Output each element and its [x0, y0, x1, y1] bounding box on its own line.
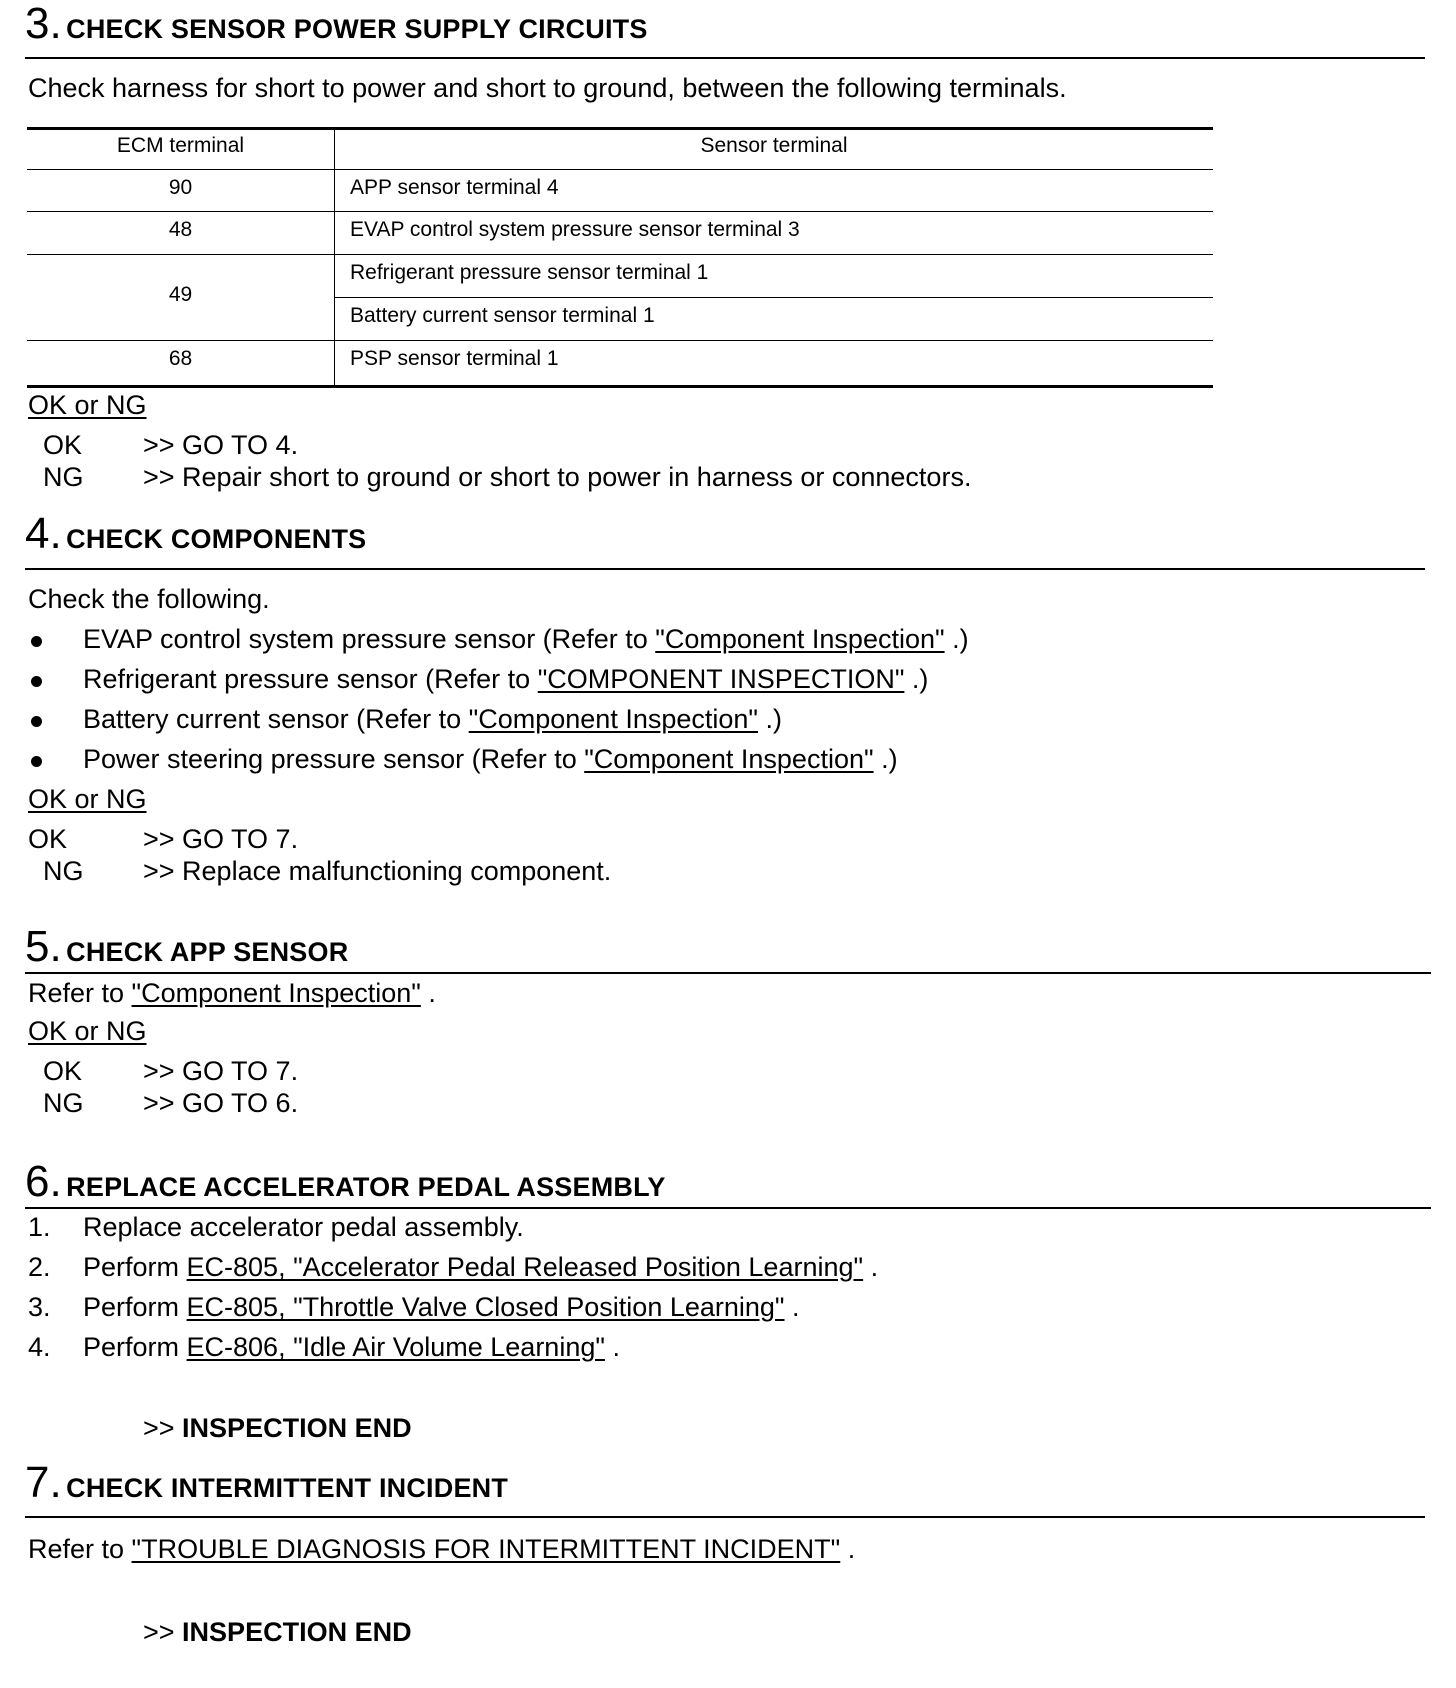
- step-7-number: 7.: [25, 1458, 62, 1507]
- step-6-rule: [25, 1207, 1431, 1209]
- table-cell-sensor: Battery current sensor terminal 1: [350, 304, 655, 327]
- component-inspection-link[interactable]: "COMPONENT INSPECTION": [537, 664, 905, 694]
- item-number: 2.: [28, 1252, 51, 1282]
- step-4-title: CHECK COMPONENTS: [66, 524, 367, 554]
- intermittent-incident-link[interactable]: "TROUBLE DIAGNOSIS FOR INTERMITTENT INCIDENT": [131, 1534, 841, 1564]
- numbered-item: [28, 1251, 878, 1283]
- table-column-divider: [334, 129, 335, 386]
- list-item: [83, 743, 898, 775]
- refer-suffix: .: [840, 1534, 856, 1564]
- step-5-refer: [28, 977, 436, 1009]
- end-text: INSPECTION END: [182, 1413, 412, 1443]
- step-3-ng-label: NG: [43, 462, 84, 492]
- step-5-ok-label: OK: [43, 1056, 83, 1086]
- numbered-item: [28, 1291, 800, 1323]
- refer-suffix: .: [420, 978, 436, 1008]
- list-item: [83, 703, 782, 735]
- item-number: 4.: [28, 1332, 51, 1362]
- table-cell-sensor: APP sensor terminal 4: [350, 176, 559, 199]
- step-3-ng-text: >> Repair short to ground or short to power in harness or connectors.: [143, 462, 972, 492]
- table-top-rule: [27, 127, 1213, 130]
- step-5-ng-text: >> GO TO 6.: [143, 1088, 299, 1118]
- step-6-number: 6.: [25, 1157, 62, 1206]
- step-7-rule: [25, 1516, 1425, 1518]
- step-7-title: CHECK INTERMITTENT INCIDENT: [66, 1473, 509, 1503]
- step-3-rule: [25, 57, 1425, 59]
- table-cell-sensor: Refrigerant pressure sensor terminal 1: [350, 261, 709, 284]
- table-header-sensor: Sensor terminal: [700, 134, 848, 157]
- table-cell-ecm: 49: [168, 283, 193, 306]
- item-text: Replace accelerator pedal assembly.: [83, 1212, 524, 1242]
- step-4-heading: [25, 509, 367, 558]
- step-3-number: 3.: [25, 0, 62, 48]
- table-cell-ecm: 68: [168, 347, 193, 370]
- step-3-okng-heading: OK or NG: [28, 390, 147, 420]
- step-4-ok-label: OK: [28, 824, 68, 854]
- end-prefix: >>: [143, 1617, 183, 1647]
- step-5-rule: [25, 972, 1431, 974]
- component-inspection-link[interactable]: "Component Inspection": [131, 978, 421, 1008]
- step-3-intro: Check harness for short to power and short to ground, between the following terminals.: [28, 73, 1067, 103]
- step-6-inspection-end: [143, 1412, 412, 1444]
- step-7-inspection-end: [143, 1616, 412, 1648]
- table-cell-ecm: 90: [168, 176, 193, 199]
- list-item: [83, 663, 928, 695]
- table-cell-ecm: 48: [168, 218, 193, 241]
- item-suffix: .: [784, 1292, 800, 1322]
- step-3-ok-label: OK: [43, 430, 83, 460]
- step-5-number: 5.: [25, 922, 62, 971]
- table-cell-sensor: EVAP control system pressure sensor terminal 3: [350, 218, 800, 241]
- bullet-icon: [31, 756, 42, 767]
- numbered-item: [28, 1211, 524, 1243]
- step-7-heading: [25, 1458, 509, 1507]
- step-4-intro: Check the following.: [28, 584, 270, 614]
- step-4-ng-text: >> Replace malfunctioning component.: [143, 856, 612, 886]
- learning-procedure-link[interactable]: EC-805, "Throttle Valve Closed Position Learning": [186, 1292, 785, 1322]
- refer-text: Refer to: [28, 1534, 132, 1564]
- table-cell-sensor: PSP sensor terminal 1: [350, 347, 559, 370]
- table-row-divider: [27, 169, 1213, 170]
- step-3-title: CHECK SENSOR POWER SUPPLY CIRCUITS: [66, 14, 648, 44]
- item-text: Perform: [83, 1292, 187, 1322]
- list-item-text: Battery current sensor (Refer to: [83, 704, 469, 734]
- table-row-divider: [27, 254, 1213, 255]
- step-6-heading: [25, 1157, 666, 1206]
- list-item-suffix: .): [944, 624, 969, 654]
- table-row-divider: [27, 211, 1213, 212]
- step-5-ok-text: >> GO TO 7.: [143, 1056, 299, 1086]
- refer-text: Refer to: [28, 978, 132, 1008]
- bullet-icon: [31, 676, 42, 687]
- list-item-suffix: .): [873, 744, 898, 774]
- step-3-heading: [25, 2, 648, 46]
- component-inspection-link[interactable]: "Component Inspection": [584, 744, 874, 774]
- numbered-item: [28, 1331, 620, 1363]
- step-4-ok-text: >> GO TO 7.: [143, 824, 299, 854]
- step-4-rule: [25, 568, 1425, 570]
- step-7-refer: [28, 1533, 855, 1565]
- list-item-text: Power steering pressure sensor (Refer to: [83, 744, 585, 774]
- learning-procedure-link[interactable]: EC-806, "Idle Air Volume Learning": [186, 1332, 605, 1362]
- table-row-divider: [27, 340, 1213, 341]
- item-number: 1.: [28, 1212, 51, 1242]
- step-4-okng-heading: OK or NG: [28, 784, 147, 814]
- item-suffix: .: [604, 1332, 620, 1362]
- bullet-icon: [31, 636, 42, 647]
- step-6-title: REPLACE ACCELERATOR PEDAL ASSEMBLY: [66, 1172, 666, 1202]
- list-item-suffix: .): [758, 704, 782, 734]
- end-text: INSPECTION END: [182, 1617, 412, 1647]
- item-text: Perform: [83, 1252, 187, 1282]
- step-5-okng-heading: OK or NG: [28, 1016, 147, 1046]
- list-item-suffix: .): [904, 664, 929, 694]
- component-inspection-link[interactable]: "Component Inspection": [655, 624, 945, 654]
- list-item: [83, 623, 969, 655]
- step-5-heading: [25, 922, 349, 971]
- item-number: 3.: [28, 1292, 51, 1322]
- learning-procedure-link[interactable]: EC-805, "Accelerator Pedal Released Position Learning": [186, 1252, 864, 1282]
- list-item-text: EVAP control system pressure sensor (Refer to: [83, 624, 656, 654]
- step-4-number: 4.: [25, 509, 62, 558]
- table-row-divider: [335, 297, 1213, 298]
- step-5-ng-label: NG: [43, 1088, 84, 1118]
- step-3-ok-text: >> GO TO 4.: [143, 430, 299, 460]
- step-5-title: CHECK APP SENSOR: [66, 937, 349, 967]
- end-prefix: >>: [143, 1413, 183, 1443]
- step-4-ng-label: NG: [43, 856, 84, 886]
- bullet-icon: [31, 716, 42, 727]
- table-bottom-rule: [27, 385, 1213, 388]
- item-suffix: .: [863, 1252, 879, 1282]
- component-inspection-link[interactable]: "Component Inspection": [468, 704, 758, 734]
- item-text: Perform: [83, 1332, 187, 1362]
- table-header-ecm: ECM terminal: [116, 134, 245, 157]
- list-item-text: Refrigerant pressure sensor (Refer to: [83, 664, 538, 694]
